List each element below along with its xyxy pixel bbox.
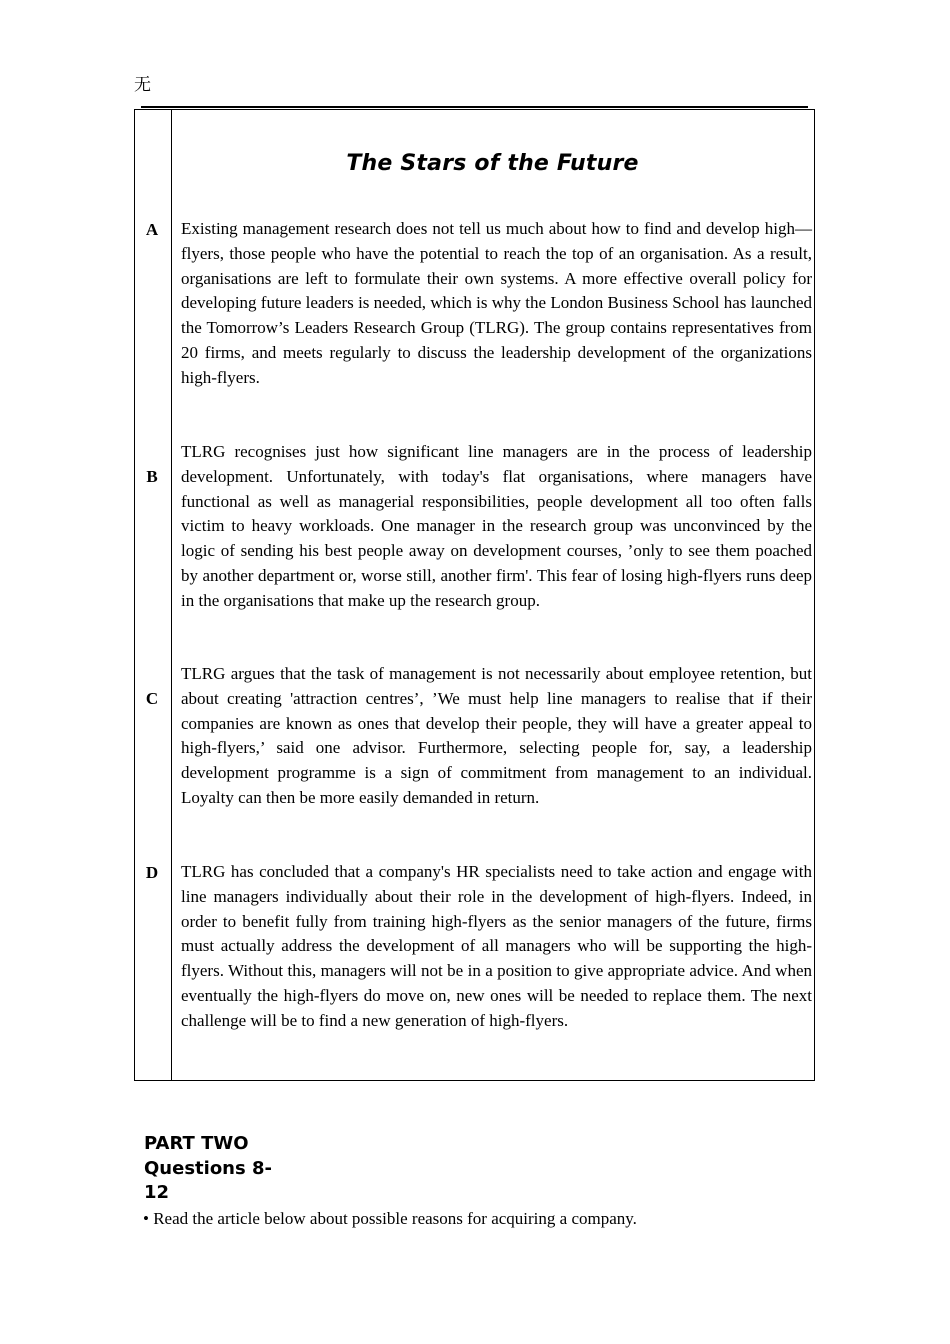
section-d-text: TLRG has concluded that a company's HR specialists need to take action and engage with line managers individually about their role in the development of high-flyers. Indeed, in order to benefit fully from training high-flyers as the senior managers of the future, firms must actually address the development of all managers who will be supporting the high-flyers. Without this, managers will not be in a position to give appropriate advice. And when eventually the high-flyers do move on, new ones will be needed to replace them. The next challenge will be to find a new generation of high-flyers. <box>181 862 812 1030</box>
section-letter-a: A <box>145 220 159 239</box>
questions-label: Questions 8- <box>144 1157 272 1179</box>
header-rule <box>141 106 808 108</box>
section-b-text: TLRG recognises just how significant line managers are in the process of leadership development. Unfortunately, with today's flat organisations, where managers have functional as well as managerial responsibilities, people development all too often falls victim to heavy workloads. One manager in the research group was unconvinced by the logic of sending his best people away on development courses, ’only to see them poached by another department or, worse still, another firm'. This fear of losing high-flyers runs deep in the organisations that make up the research group. <box>181 442 812 610</box>
section-letter-c: C <box>145 689 159 708</box>
column-divider <box>171 110 172 1080</box>
part-two-instruction: • Read the article below about possible reasons for acquiring a company. <box>143 1209 637 1228</box>
section-c-text: TLRG argues that the task of management is not necessarily about employee retention, but about creating 'attraction centres’, ’We must help line managers to realise that if their companies are known as ones that develop their people, they will have a greater appeal to high-flyers,’ said one advisor. Furthermore, selecting people for, say, a leadership development programme is a sign of commitment from management to an individual. Loyalty can then be more easily demanded in return. <box>181 664 812 807</box>
article-title: The Stars of the Future <box>346 151 639 176</box>
section-letter-d: D <box>145 863 159 882</box>
article-frame <box>134 109 815 1081</box>
section-letter-b: B <box>146 467 158 486</box>
part-two-label: PART TWO <box>144 1133 249 1154</box>
questions-range-end: 12 <box>144 1182 170 1204</box>
section-a-text: Existing management research does not tell us much about how to find and develop high—flyers, those people who have the potential to reach the top of an organisation. As a result, organisations are left to formulate their own systems. A more effective overall policy for developing future leaders is needed, which is why the London Business School has launched the Tomorrow’s Leaders Research Group (TLRG). The group contains representatives from 20 firms, and meets regularly to discuss the leadership development of the organizations high-flyers. <box>181 219 812 387</box>
part-two-heading <box>144 1132 304 1206</box>
page-header-mark: 无 <box>134 75 151 94</box>
